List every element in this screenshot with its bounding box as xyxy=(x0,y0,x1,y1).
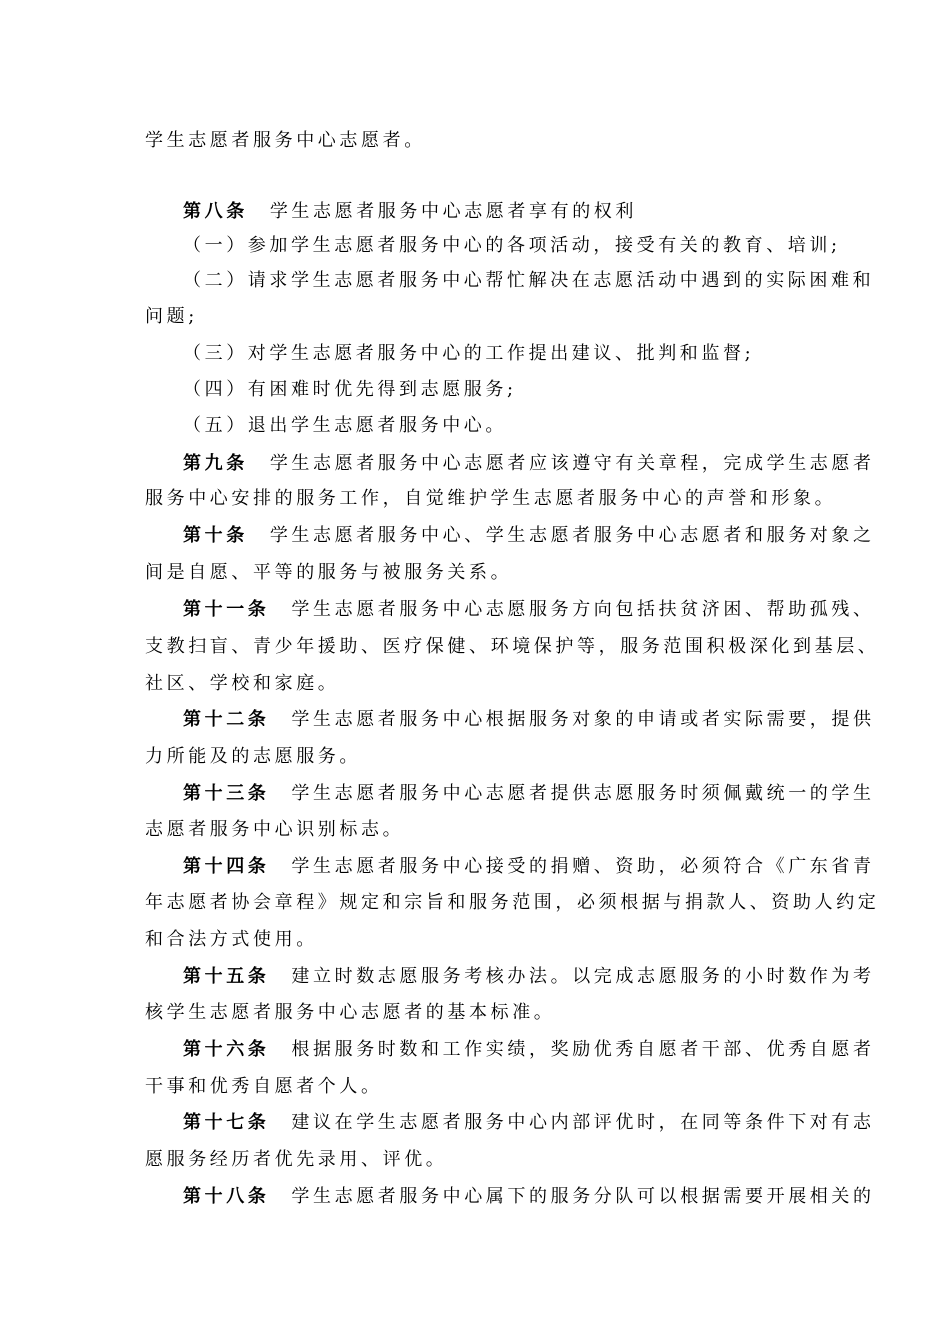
article-heading-line: 第十七条 建议在学生志愿者服务中心内部评优时，在同等条件下对有志 xyxy=(183,1112,875,1133)
article-number: 第十七条 xyxy=(183,1112,270,1133)
article-heading-line: 第十条 学生志愿者服务中心、学生志愿者服务中心志愿者和服务对象之 xyxy=(183,525,875,546)
text-line: 支教扫盲、青少年援助、医疗保健、环境保护等，服务范围积极深化到基层、 xyxy=(145,636,880,657)
article-number: 第十六条 xyxy=(183,1039,270,1060)
text-line: 力所能及的志愿服务。 xyxy=(145,746,361,767)
list-item: （一）参加学生志愿者服务中心的各项活动，接受有关的教育、培训; xyxy=(183,235,841,256)
text-line: 服务中心安排的服务工作，自觉维护学生志愿者服务中心的声誉和形象。 xyxy=(145,488,837,509)
article-number: 第八条 xyxy=(183,201,248,222)
article-heading-line: 第九条 学生志愿者服务中心志愿者应该遵守有关章程，完成学生志愿者 xyxy=(183,453,875,474)
text-line: 年志愿者协会章程》规定和宗旨和服务范围，必须根据与捐款人、资助人约定 xyxy=(145,892,880,913)
article-heading-line: 第十八条 学生志愿者服务中心属下的服务分队可以根据需要开展相关的 xyxy=(183,1186,875,1207)
text-line: 社区、学校和家庭。 xyxy=(145,673,340,694)
article-heading-line: 第十一条 学生志愿者服务中心志愿服务方向包括扶贫济困、帮助孤残、 xyxy=(183,599,875,620)
article-number: 第十条 xyxy=(183,525,248,546)
text-line: 学生志愿者服务中心志愿者。 xyxy=(145,130,426,151)
list-item: （三）对学生志愿者服务中心的工作提出建议、批判和监督; xyxy=(183,343,755,364)
article-number: 第九条 xyxy=(183,453,248,474)
article-number: 第十四条 xyxy=(183,856,270,877)
article-number: 第十一条 xyxy=(183,599,270,620)
article-number: 第十三条 xyxy=(183,783,270,804)
article-heading-line: 第十三条 学生志愿者服务中心志愿者提供志愿服务时须佩戴统一的学生 xyxy=(183,783,875,804)
article-heading-line: 第十二条 学生志愿者服务中心根据服务对象的申请或者实际需要，提供 xyxy=(183,709,875,730)
text-line: 间是自愿、平等的服务与被服务关系。 xyxy=(145,562,513,583)
list-item: （二）请求学生志愿者服务中心帮忙解决在志愿活动中遇到的实际困难和 xyxy=(183,270,875,291)
text-line: 核学生志愿者服务中心志愿者的基本标准。 xyxy=(145,1002,556,1023)
text-line: 愿服务经历者优先录用、评优。 xyxy=(145,1149,448,1170)
article-number: 第十五条 xyxy=(183,966,270,987)
text-line: 问题; xyxy=(145,306,198,327)
text-line: 干事和优秀自愿者个人。 xyxy=(145,1076,383,1097)
list-item: （五）退出学生志愿者服务中心。 xyxy=(183,415,507,436)
article-number: 第十二条 xyxy=(183,709,270,730)
text-line: 和合法方式使用。 xyxy=(145,929,318,950)
article-number: 第十八条 xyxy=(183,1186,270,1207)
article-heading-line: 第八条 学生志愿者服务中心志愿者享有的权利 xyxy=(183,201,638,222)
article-heading-line: 第十五条 建立时数志愿服务考核办法。以完成志愿服务的小时数作为考 xyxy=(183,966,875,987)
text-line: 志愿者服务中心识别标志。 xyxy=(145,819,405,840)
article-heading-line: 第十六条 根据服务时数和工作实绩，奖励优秀自愿者干部、优秀自愿者 xyxy=(183,1039,875,1060)
article-heading-line: 第十四条 学生志愿者服务中心接受的捐赠、资助，必须符合《广东省青 xyxy=(183,856,875,877)
list-item: （四）有困难时优先得到志愿服务; xyxy=(183,379,517,400)
